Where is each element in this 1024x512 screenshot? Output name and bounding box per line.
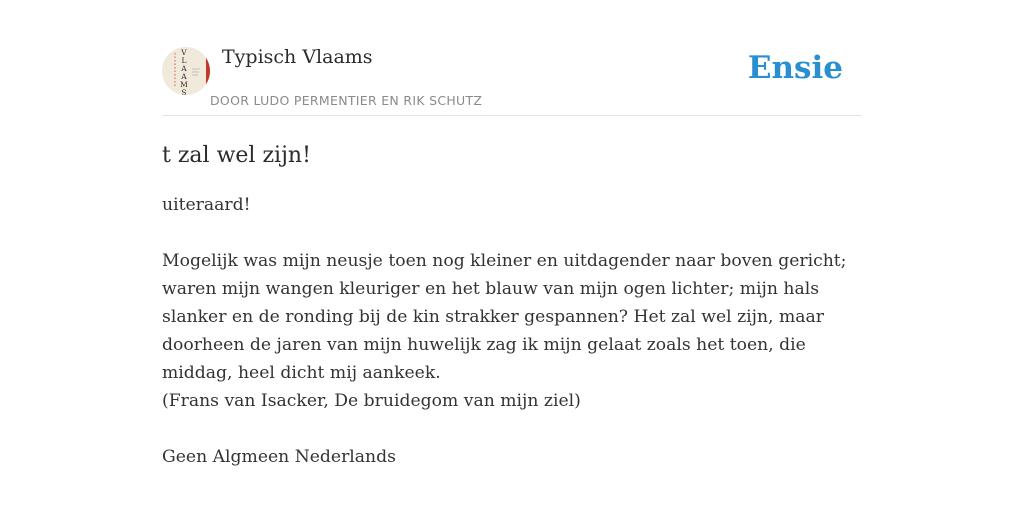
example-source: (Frans van Isacker, De bruidegom van mijn ziel) bbox=[162, 391, 581, 411]
example-line: middag, heel dicht mij aankeek. bbox=[162, 363, 441, 383]
usage-note: Geen Algmeen Nederlands bbox=[162, 447, 396, 467]
ensie-logo[interactable]: Ensie bbox=[747, 50, 843, 86]
svg-text:VLAAMS: V L A A M S bbox=[180, 48, 188, 95]
entry-card bbox=[162, 40, 862, 471]
dictionary-logo[interactable] bbox=[162, 47, 210, 95]
entry-term: t zal wel zijn! bbox=[162, 143, 311, 168]
entry-definition bbox=[162, 191, 862, 471]
author-byline: DOOR LUDO PERMENTIER EN RIK SCHUTZ bbox=[210, 93, 483, 108]
dictionary-title[interactable]: Typisch Vlaams bbox=[222, 46, 373, 68]
example-quote bbox=[162, 247, 862, 387]
example-line: doorheen de jaren van mijn huwelijk zag ik mijn gelaat zoals het toen, die bbox=[162, 335, 806, 355]
book-cover-icon bbox=[162, 47, 210, 95]
entry-meaning: uiteraard! bbox=[162, 195, 251, 215]
example-line: slanker en de ronding bij de kin strakker gespannen? Het zal wel zijn, maar bbox=[162, 307, 824, 327]
example-line: waren mijn wangen kleuriger en het blauw van mijn ogen lichter; mijn hals bbox=[162, 279, 820, 299]
header bbox=[162, 40, 862, 116]
example-line: Mogelijk was mijn neusje toen nog kleiner en uitdagender naar boven gericht; bbox=[162, 251, 847, 271]
